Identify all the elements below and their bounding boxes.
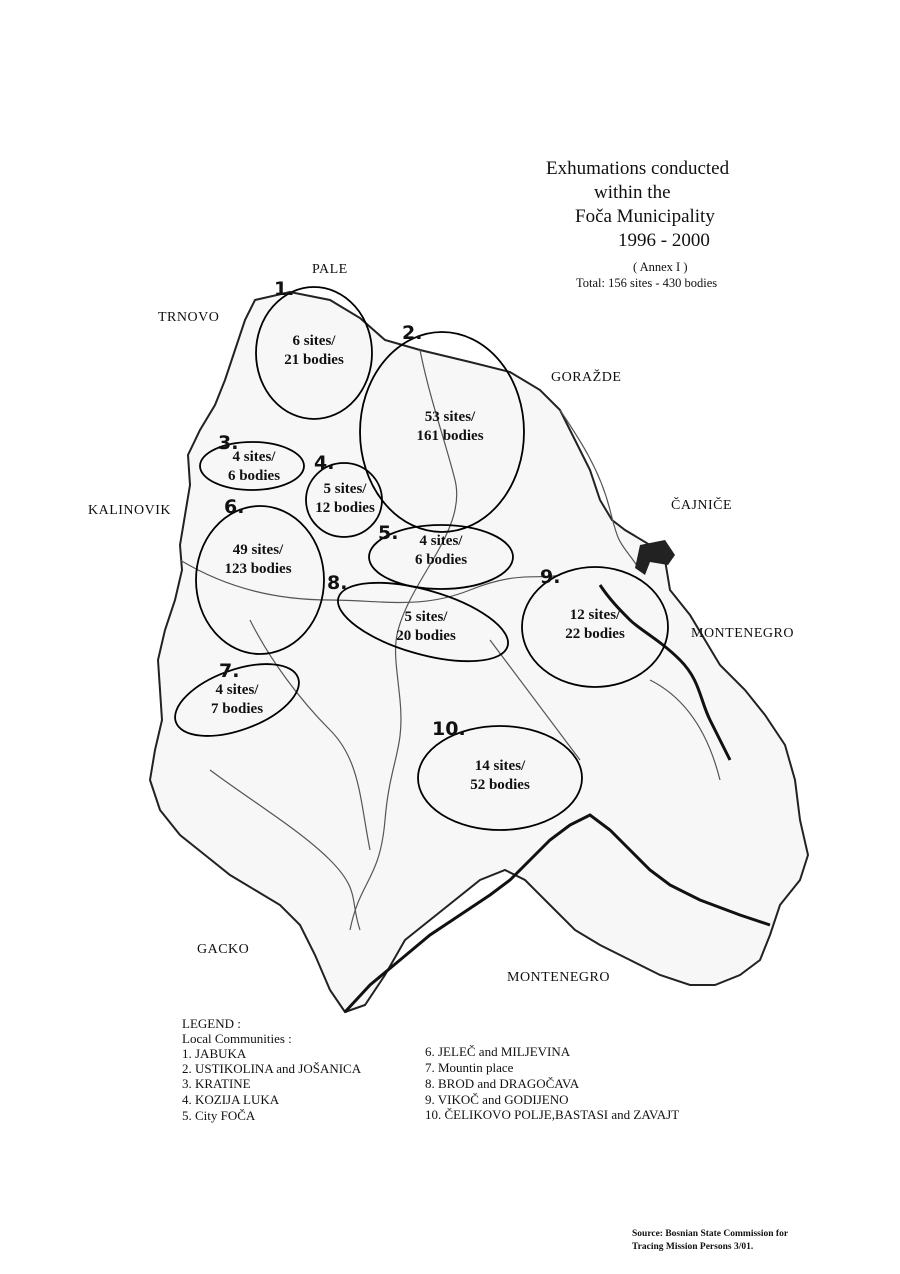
neighbor-gacko: GACKO [197, 942, 250, 957]
legend-item-6: 6. JELEČ and MILJEVINA [425, 1044, 571, 1059]
zone-2-sites: 53 sites/ [424, 409, 476, 425]
zone-2-label [416, 408, 483, 446]
zone-6-sites: 49 sites/ [232, 542, 284, 558]
source-line-2: Tracing Mission Persons 3/01. [632, 1242, 754, 1252]
neighbor-pale: PALE [312, 262, 348, 277]
zone-7-sites: 4 sites/ [215, 682, 259, 698]
zone-9-number: 9. [540, 566, 561, 588]
zone-2-number: 2. [402, 322, 423, 344]
zone-4-sites: 5 sites/ [323, 481, 367, 497]
zone-2-bodies: 161 bodies [416, 428, 484, 444]
legend-item-2: 2. USTIKOLINA and JOŠANICA [182, 1061, 362, 1076]
legend-item-9: 9. VIKOČ and GODIJENO [425, 1092, 569, 1107]
annex-label: ( Annex I ) [633, 260, 688, 274]
neighbor-cajnice: ČAJNIČE [671, 498, 733, 513]
map-title-line-3: Foča Municipality [575, 206, 715, 227]
zone-5-sites: 4 sites/ [419, 533, 463, 549]
zone-10-sites: 14 sites/ [474, 758, 526, 774]
legend-item-7: 7. Mountin place [425, 1060, 514, 1075]
zone-10-number: 10. [432, 718, 466, 740]
zone-1-label [284, 332, 344, 370]
legend-subheading: Local Communities : [182, 1031, 292, 1046]
legend-item-10: 10. ČELIKOVO POLJE,BASTASI and ZAVAJT [425, 1107, 680, 1122]
map-title-line-4: 1996 - 2000 [618, 230, 710, 251]
legend-item-3: 3. KRATINE [182, 1076, 251, 1091]
zone-5-number: 5. [378, 522, 399, 544]
zone-6-label [224, 541, 291, 579]
legend-item-4: 4. KOZIJA LUKA [182, 1092, 280, 1107]
zone-1-sites: 6 sites/ [292, 333, 336, 349]
zone-9-sites: 12 sites/ [569, 607, 621, 623]
zone-7-label [211, 681, 263, 719]
zone-4-label [315, 480, 375, 518]
zone-1-bodies: 21 bodies [284, 352, 344, 368]
zone-3-label [228, 448, 280, 486]
source-line-1: Source: Bosnian State Commission for [632, 1229, 789, 1239]
zone-5-bodies: 6 bodies [414, 552, 468, 568]
zone-8-bodies: 20 bodies [396, 628, 456, 644]
legend-item-1: 1. JABUKA [182, 1046, 247, 1061]
zone-4-number: 4. [314, 452, 335, 474]
zone-3-number: 3. [218, 432, 239, 454]
legend-item-8: 8. BROD and DRAGOČAVA [425, 1076, 580, 1091]
zone-7-bodies: 7 bodies [210, 701, 264, 717]
zone-8-label [396, 608, 456, 646]
legend-heading: LEGEND : [182, 1016, 241, 1031]
total-label: Total: 156 sites - 430 bodies [576, 276, 718, 290]
map-title: Exhumations conducted [546, 158, 730, 179]
zone-6-bodies: 123 bodies [224, 561, 292, 577]
zone-4-bodies: 12 bodies [315, 500, 375, 516]
zone-3-bodies: 6 bodies [227, 468, 281, 484]
neighbor-montenegro-east: MONTENEGRO [691, 626, 794, 641]
zone-5-label [415, 532, 467, 570]
neighbor-gorazde: GORAŽDE [551, 370, 622, 385]
neighbor-kalinovik: KALINOVIK [88, 503, 172, 518]
zone-3-sites: 4 sites/ [232, 449, 276, 465]
neighbor-montenegro-south: MONTENEGRO [507, 970, 610, 985]
map-title-line-2: within the [594, 182, 671, 203]
zone-8-sites: 5 sites/ [404, 609, 448, 625]
zone-8-number: 8. [327, 572, 348, 594]
zone-1-number: 1. [274, 278, 295, 300]
neighbor-trnovo: TRNOVO [158, 310, 220, 325]
zone-7-number: 7. [219, 660, 240, 682]
legend-item-5: 5. City FOČA [182, 1108, 256, 1123]
zone-10-label [470, 757, 530, 795]
zone-9-label [565, 606, 625, 644]
zone-6-number: 6. [224, 496, 245, 518]
zone-10-bodies: 52 bodies [470, 777, 530, 793]
zone-9-bodies: 22 bodies [565, 626, 625, 642]
